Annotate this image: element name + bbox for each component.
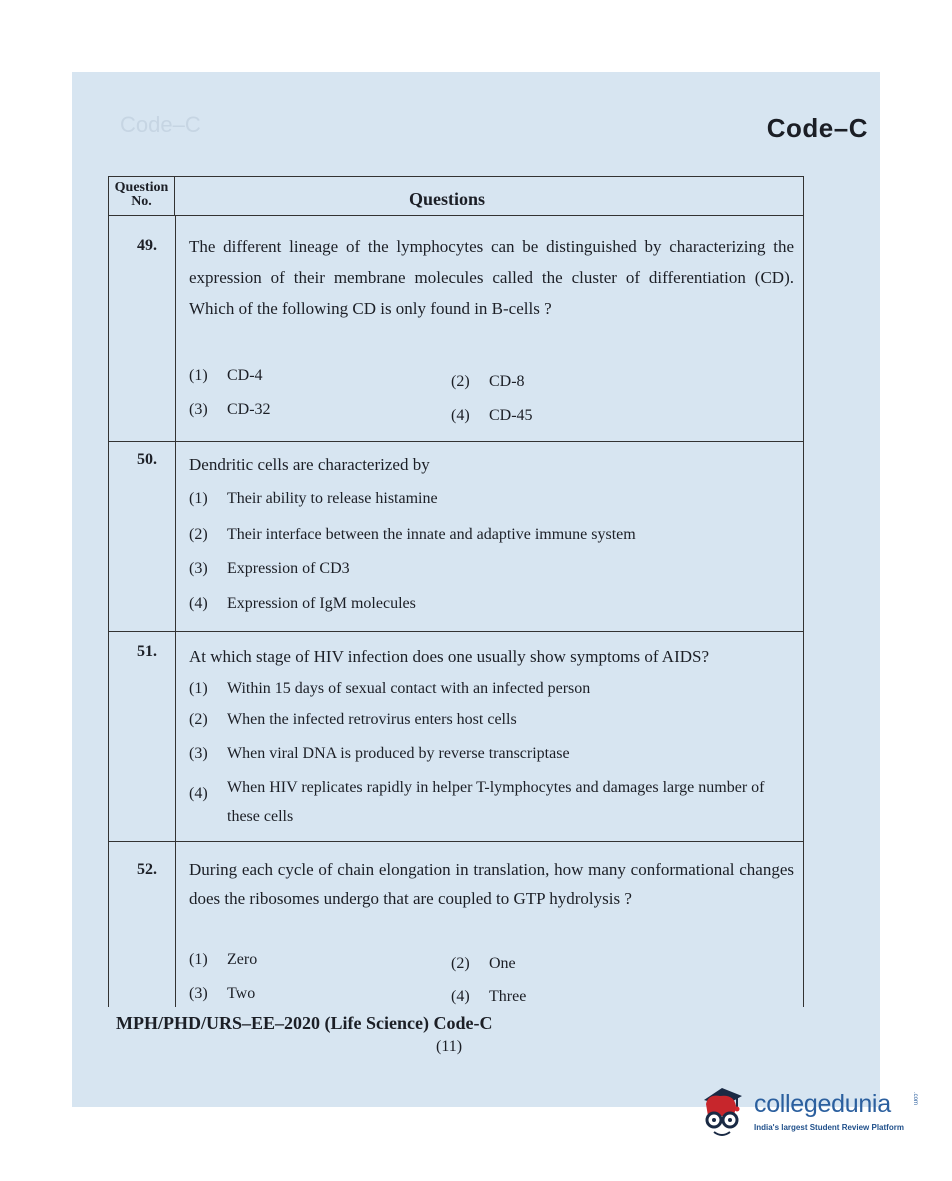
paper-code: Code–C	[766, 113, 868, 143]
option: (1) CD-4	[189, 367, 263, 384]
question-text: Dendritic cells are characterized by	[189, 455, 430, 474]
question-number: 49.	[137, 237, 157, 254]
option: (1) Within 15 days of sexual contact with an infected person	[189, 680, 591, 697]
option: (3) CD-32	[189, 401, 271, 418]
question-text: At which stage of HIV infection does one usually show symptoms of AIDS?	[189, 647, 710, 666]
option: (3) When viral DNA is produced by reverse transcriptase	[189, 745, 570, 762]
paper-footer-title: MPH/PHD/URS–EE–2020 (Life Science) Code-C	[116, 1013, 493, 1033]
faded-code-mark: Code–C	[120, 112, 201, 137]
option: (2) CD-8	[451, 373, 525, 390]
page-number: (11)	[436, 1038, 463, 1055]
option: (4) Expression of IgM molecules	[189, 595, 416, 612]
question-number: 52.	[137, 861, 157, 878]
question-number: 50.	[137, 451, 157, 468]
option: (2) One	[451, 955, 516, 972]
option: (4) Three	[451, 988, 527, 1005]
table-header	[109, 177, 803, 216]
row-divider	[109, 441, 803, 442]
option: (2) Their interface between the innate and adaptive immune system	[189, 526, 636, 543]
option: (2) When the infected retrovirus enters host cells	[189, 711, 517, 728]
column-header-questions: Questions	[409, 189, 486, 209]
column-header-question-no: Question No.	[109, 177, 175, 215]
question-number: 51.	[137, 643, 157, 660]
option: (4) CD-45	[451, 407, 533, 424]
column-divider	[175, 215, 176, 1007]
brand-suffix: .com	[912, 1092, 918, 1106]
question-text: The different lineage of the lymphocytes can be distinguished by characterizing the expression of their membrane molecules called the cluster of differentiation (CD). Which of the following CD is only found in B-cells ?	[189, 237, 794, 318]
row-divider	[109, 841, 803, 842]
mascot-icon	[696, 1082, 752, 1142]
option: (3) Two	[189, 985, 256, 1002]
collegedunia-watermark	[696, 1082, 926, 1146]
option: (1) Zero	[189, 951, 258, 968]
brand-name: collegedunia	[754, 1090, 891, 1118]
question-text: During each cycle of chain elongation in translation, how many conformational changes does the ribosomes undergo that are coupled to GTP hydrolysis ?	[189, 860, 794, 908]
row-divider	[109, 631, 803, 632]
option: (4) When HIV replicates rapidly in helper T-lymphocytes and damages large number of these cells	[189, 779, 765, 825]
questions-table	[108, 176, 804, 1007]
option: (3) Expression of CD3	[189, 560, 350, 577]
option: (1) Their ability to release histamine	[189, 490, 438, 507]
brand-tagline: India's largest Student Review Platform	[754, 1123, 904, 1132]
